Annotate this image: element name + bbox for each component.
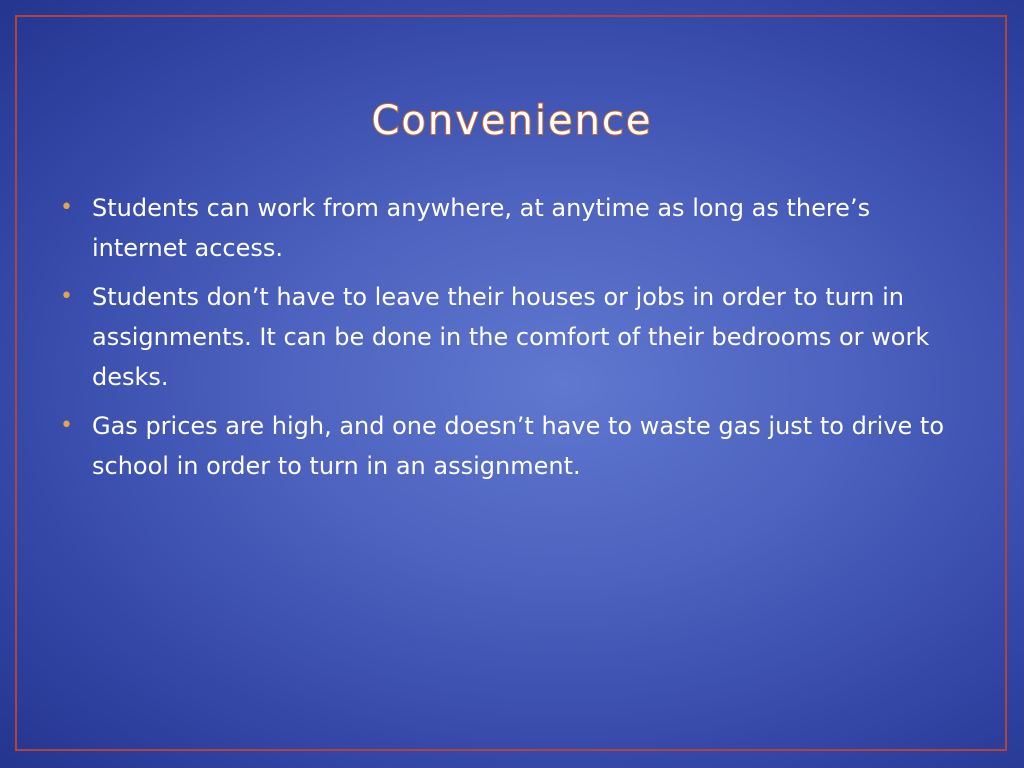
bullet-dot-icon: •: [60, 284, 73, 309]
bullet-item: [60, 406, 965, 486]
bullet-list: [60, 188, 965, 495]
bullet-item: [60, 277, 965, 397]
bullet-text: Students can work from anywhere, at anytime as long as there’s internet access.: [92, 194, 871, 262]
bullet-dot-icon: •: [60, 195, 73, 220]
bullet-text: Gas prices are high, and one doesn’t have to waste gas just to drive to school in order to turn in an assignment.: [92, 412, 945, 480]
bullet-dot-icon: •: [60, 413, 73, 438]
bullet-text: Students don’t have to leave their houses or jobs in order to turn in assignments. It can be done in the comfort of their bedrooms or work desks.: [92, 283, 930, 391]
bullet-item: [60, 188, 965, 268]
slide-title: Convenience: [371, 98, 653, 144]
